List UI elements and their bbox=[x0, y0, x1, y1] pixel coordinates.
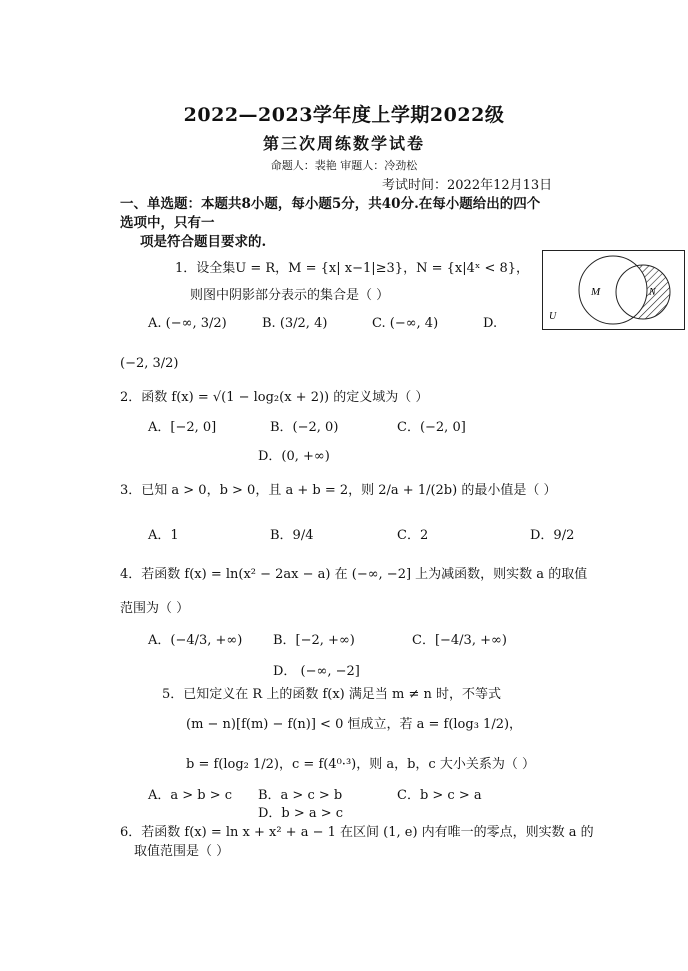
q3-option-b: B．9/4 bbox=[270, 528, 314, 543]
q4-stem: 4．若函数 f(x) = ln(x² − 2ax − a) 在 (−∞, −2] 上为减函数，则实数 a 的取值 bbox=[120, 567, 588, 582]
q4-option-d: D． (−∞, −2] bbox=[273, 664, 360, 679]
q4-stem-2: 范围为（ ） bbox=[120, 601, 190, 616]
q1-stem: 1．设全集U = R，M = {x| x−1|≥3}，N = {x|4ˣ < 8}， bbox=[175, 261, 530, 276]
author-line: 命题人：裴艳 审题人：冷劲松 bbox=[270, 159, 418, 172]
q4-option-b: B．[−2, +∞) bbox=[273, 633, 355, 648]
q5-option-a: A．a > b > c bbox=[148, 788, 233, 803]
page-title: 2022—2023学年度上学期2022级 bbox=[183, 104, 505, 126]
page-subtitle: 第三次周练数学试卷 bbox=[262, 134, 425, 153]
q5-option-b: B．a > c > b bbox=[258, 788, 343, 803]
q1-option-d-value: (−2, 3/2) bbox=[120, 356, 179, 371]
q5-option-c: C．b > c > a bbox=[397, 788, 482, 803]
q3-option-d: D．9/2 bbox=[530, 528, 575, 543]
q2-option-c: C．(−2, 0] bbox=[397, 420, 466, 435]
q3-option-a: A．1 bbox=[148, 528, 179, 543]
q1-option-a: A. (−∞, 3/2) bbox=[148, 316, 227, 331]
q1-stem-2: 则图中阴影部分表示的集合是（ ） bbox=[190, 288, 390, 303]
q1-option-c: C. (−∞, 4) bbox=[372, 316, 439, 331]
q2-stem: 2．函数 f(x) = √(1 − log₂(x + 2)) 的定义域为（ ） bbox=[120, 390, 429, 405]
q6-stem-2: 取值范围是（ ） bbox=[134, 844, 230, 859]
q2-option-d: D．(0, +∞) bbox=[258, 449, 330, 464]
section-heading-line1: 一、单选题：本题共8小题，每小题5分，共40分.在每小题给出的四个 bbox=[120, 196, 541, 212]
venn-diagram bbox=[542, 250, 685, 330]
q5-stem-2: (m − n)[f(m) − f(n)] < 0 恒成立，若 a = f(log₃ 1/2)， bbox=[186, 717, 523, 732]
venn-label-m: M bbox=[591, 286, 601, 298]
q5-option-d: D．b > a > c bbox=[258, 806, 344, 821]
venn-svg bbox=[543, 251, 686, 331]
exam-time: 考试时间：2022年12月13日 bbox=[382, 178, 553, 193]
q5-stem-3: b = f(log₂ 1/2)，c = f(4⁰·³)，则 a，b，c 大小关系为（ ） bbox=[186, 757, 535, 772]
venn-label-n: N bbox=[649, 287, 656, 298]
q4-option-a: A．(−4/3, +∞) bbox=[148, 633, 243, 648]
section-heading-line2: 选项中，只有一 bbox=[120, 215, 215, 231]
q2-option-a: A．[−2, 0] bbox=[148, 420, 217, 435]
q5-stem: 5．已知定义在 R 上的函数 f(x) 满足当 m ≠ n 时，不等式 bbox=[162, 687, 501, 702]
q6-stem: 6．若函数 f(x) = ln x + x² + a − 1 在区间 (1, e) 内有唯一的零点，则实数 a 的 bbox=[120, 825, 594, 840]
q4-option-c: C．[−4/3, +∞) bbox=[412, 633, 507, 648]
section-heading-line3: 项是符合题目要求的. bbox=[140, 234, 267, 250]
venn-label-u: U bbox=[549, 311, 557, 322]
q3-option-c: C．2 bbox=[397, 528, 429, 543]
q1-option-b: B. (3/2, 4) bbox=[262, 316, 328, 331]
q3-stem: 3．已知 a > 0，b > 0，且 a + b = 2，则 2/a + 1/(2b) 的最小值是（ ） bbox=[120, 483, 557, 498]
q2-option-b: B．(−2, 0) bbox=[270, 420, 339, 435]
q1-option-d: D. bbox=[483, 316, 498, 331]
